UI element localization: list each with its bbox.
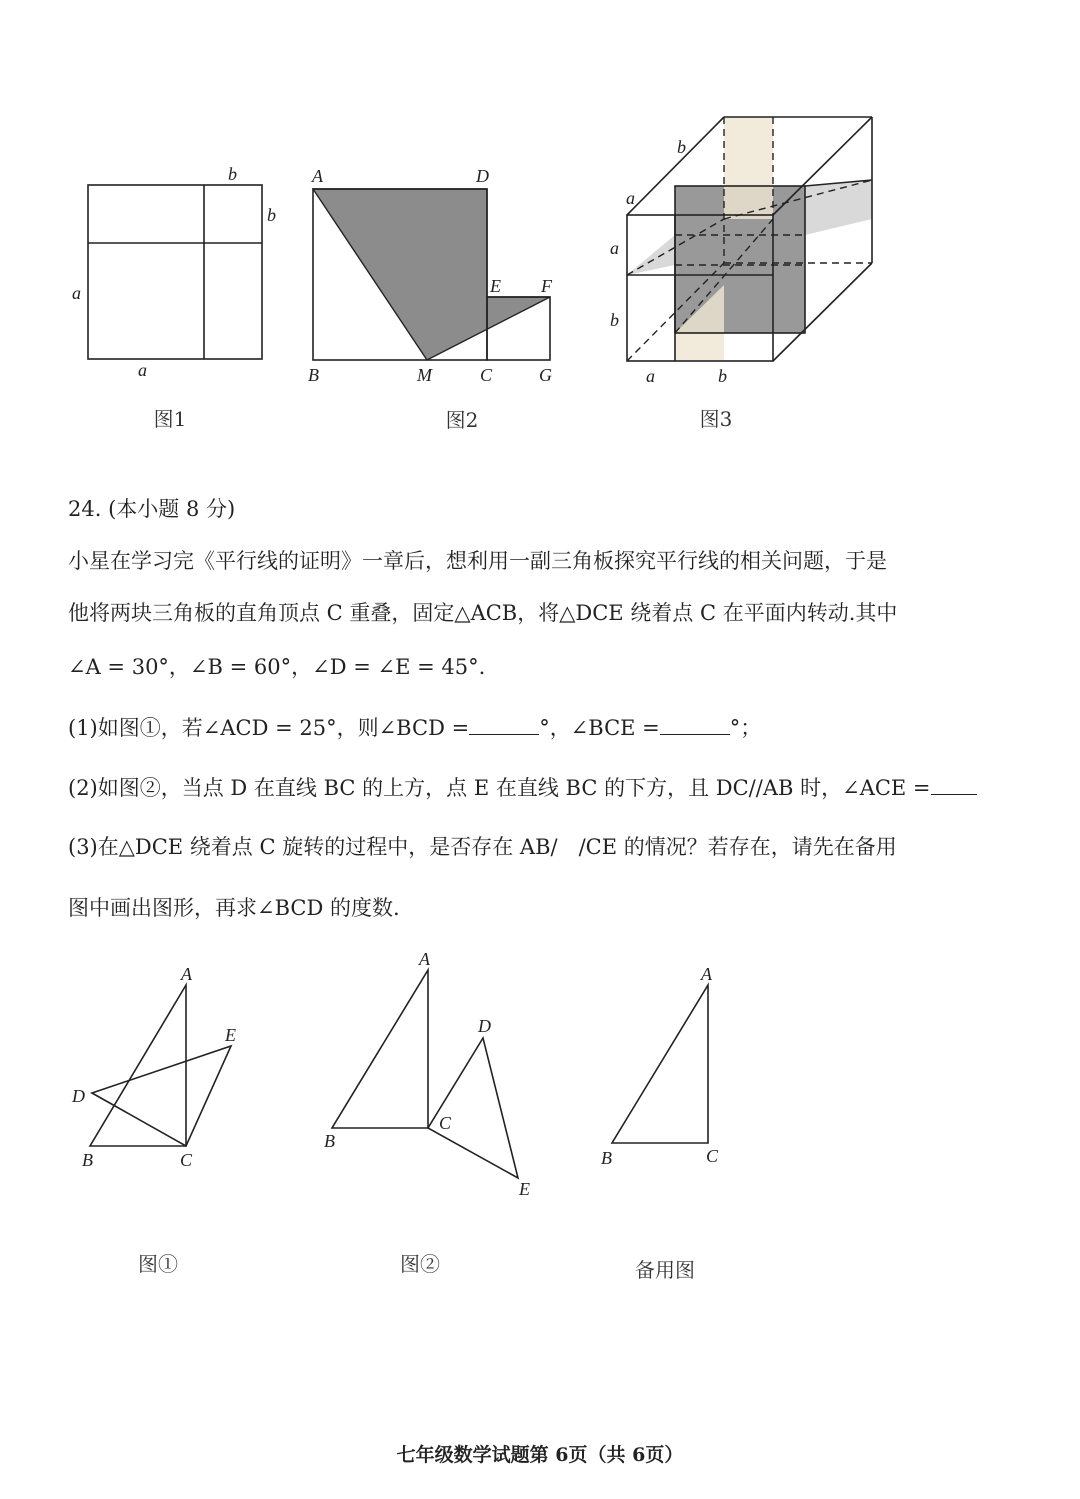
triangle-dce [92,1046,231,1146]
figure-1 [60,160,290,390]
question-intro-line-3: ∠A = 30°，∠B = 60°，∠D = ∠E = 45°. [68,655,486,679]
question-intro-line-1: 小星在学习完《平行线的证明》一章后，想利用一副三角板探究平行线的相关问题，于是 [68,549,887,573]
part-1-text-c: °； [729,716,762,740]
label-a-left: a [72,283,81,303]
label-E: E [519,1179,530,1199]
question-intro-line-2: 他将两块三角板的直角顶点 C 重叠，固定△ACB，将△DCE 绕着点 C 在平面内转动.其中 [68,601,898,625]
label-b-top: b [228,164,237,184]
figure-spare [595,960,735,1180]
figure-3 [600,105,890,395]
label-A: A [181,964,192,984]
figure-1-caption: 图1 [153,407,187,431]
label-F: F [541,276,552,296]
outer-square [88,185,262,359]
label-D: D [72,1086,85,1106]
figure-circle-1-caption: 图① [138,1252,178,1276]
figure-circle-2-caption: 图② [400,1252,440,1276]
label-b-right: b [267,205,276,225]
part-2 [68,772,977,802]
label-a-2: a [610,238,619,258]
label-B: B [308,365,319,385]
shaded-region [313,189,550,360]
shaded-gray-plane-left [627,235,675,275]
part-1-text-b: °，∠BCE = [539,716,660,740]
label-C: C [180,1150,193,1170]
label-E: E [225,1025,236,1045]
label-B: B [324,1131,335,1151]
triangle-acb [332,970,428,1128]
part-3-line-1: (3)在△DCE 绕着点 C 旋转的过程中，是否存在 AB/ /CE 的情况？若存在，请先在备用 [68,835,897,859]
label-b-left: b [610,310,619,330]
figure-3-caption: 图3 [699,407,733,431]
shaded-gray-plane-right [805,180,872,235]
label-M: M [417,365,432,385]
figure-2 [300,160,570,390]
label-B: B [601,1148,612,1168]
label-a-bottom: a [646,366,655,386]
label-a-1: a [626,188,635,208]
shaded-tan-plane [724,117,773,219]
part-3-line-2: 图中画出图形，再求∠BCD 的度数. [68,896,400,920]
label-C: C [480,365,493,385]
label-C: C [706,1146,719,1166]
question-header: 24. (本小题 8 分) [68,497,236,521]
label-B: B [82,1150,93,1170]
triangle-dce [428,1038,518,1178]
figure-circle-1 [65,960,265,1180]
label-A: A [312,166,323,186]
answer-blank-ace[interactable] [931,773,977,795]
label-D: D [476,166,489,186]
label-C: C [439,1113,452,1133]
page-footer: 七年级数学试题第 6页（共 6页） [396,1444,684,1466]
answer-blank-bcd[interactable] [469,713,539,735]
part-1-text-a: (1)如图①，若∠ACD = 25°，则∠BCD = [68,716,470,740]
part-2-text: (2)如图②，当点 D 在直线 BC 的上方，点 E 在直线 BC 的下方，且 DC//AB 时，∠ACE = [68,776,931,800]
part-1 [68,712,761,742]
label-a-bottom: a [138,360,147,380]
answer-blank-bce[interactable] [660,713,730,735]
label-G: G [539,365,552,385]
label-E: E [490,276,501,296]
figure-spare-caption: 备用图 [635,1258,695,1282]
figure-circle-2 [315,945,555,1205]
label-b-top: b [677,137,686,157]
label-A: A [701,964,712,984]
label-b-bottom: b [718,366,727,386]
triangle-acb [612,985,708,1143]
label-D: D [478,1016,491,1036]
label-A: A [419,949,430,969]
figure-2-caption: 图2 [445,408,479,432]
